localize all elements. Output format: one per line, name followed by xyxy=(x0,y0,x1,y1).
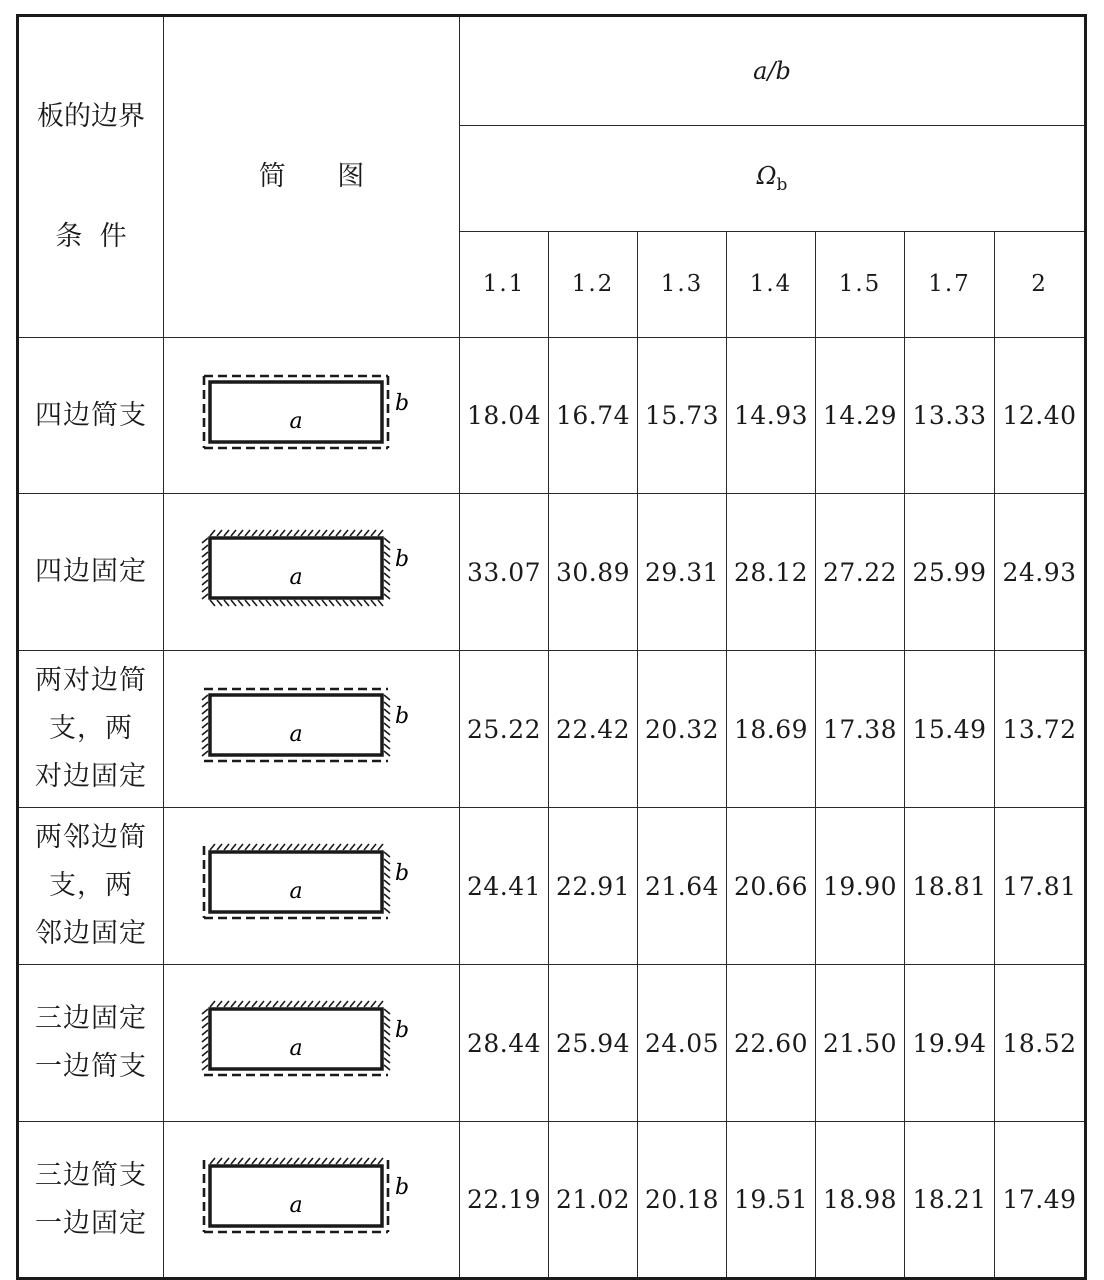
coefficient-value: 24.05 xyxy=(644,1028,720,1058)
coefficient-value: 18.04 xyxy=(466,401,542,430)
plate-diagram xyxy=(192,522,432,622)
coefficient-cell xyxy=(995,965,1086,1122)
ratio-cell xyxy=(816,231,905,337)
header-ratio xyxy=(460,16,1086,126)
coefficient-value: 28.44 xyxy=(466,1028,542,1058)
coefficient-cell xyxy=(549,1122,638,1279)
coefficient-cell xyxy=(549,494,638,651)
table-row xyxy=(18,651,1086,808)
coefficient-cell xyxy=(549,338,638,494)
plate-diagram xyxy=(192,679,432,779)
coefficient-value: 17.38 xyxy=(822,714,898,744)
fixed-support-top xyxy=(210,530,383,536)
coefficient-cell xyxy=(460,651,549,808)
condition-line: 支，两 xyxy=(49,870,133,901)
fixed-support-bottom xyxy=(210,600,383,606)
coefficient-cell xyxy=(727,338,816,494)
coefficient-value: 18.98 xyxy=(822,1185,898,1214)
coefficient-value: 13.33 xyxy=(912,401,987,430)
ratio-value: 1.5 xyxy=(838,271,882,298)
header-diagram-label: 简 图 xyxy=(258,161,365,192)
diagram-cell xyxy=(164,808,460,965)
diagram-label-b: b xyxy=(394,390,409,416)
coefficient-value: 13.72 xyxy=(1002,714,1077,744)
coefficient-value: 19.51 xyxy=(733,1185,809,1214)
condition-line: 一边固定 xyxy=(35,1207,147,1239)
coefficient-cell xyxy=(905,1122,995,1279)
condition-line: 一边简支 xyxy=(35,1051,147,1082)
fixed-support-right xyxy=(384,1009,390,1070)
coefficient-value: 14.93 xyxy=(733,401,809,430)
coefficient-value: 21.02 xyxy=(555,1185,631,1214)
coefficient-cell xyxy=(638,494,727,651)
condition-line: 三边固定 xyxy=(35,1003,147,1034)
coefficient-cell xyxy=(638,808,727,965)
table-row xyxy=(18,1122,1086,1279)
table-row xyxy=(18,808,1086,965)
diagram-cell xyxy=(164,965,460,1122)
diagram-label-b: b xyxy=(394,861,409,886)
coefficient-value: 12.40 xyxy=(1002,401,1077,430)
boundary-condition-cell xyxy=(18,338,164,494)
fixed-support-right xyxy=(384,695,390,756)
coefficient-cell xyxy=(995,494,1086,651)
ratio-value: 1.1 xyxy=(482,271,526,298)
ratio-cell xyxy=(638,231,727,337)
omega-subscript: b xyxy=(776,174,788,195)
coefficient-cell xyxy=(816,651,905,808)
coefficient-cell xyxy=(727,494,816,651)
coefficient-cell xyxy=(905,651,995,808)
header-omega xyxy=(460,125,1086,231)
fixed-support-top xyxy=(210,1158,383,1164)
fixed-support-left xyxy=(202,538,208,599)
boundary-condition-cell xyxy=(18,1122,164,1279)
coefficient-cell xyxy=(905,494,995,651)
header-omega-label xyxy=(756,161,788,195)
ratio-cell xyxy=(460,231,549,337)
coefficient-cell xyxy=(995,651,1086,808)
ratio-cell xyxy=(549,231,638,337)
condition-line: 邻边固定 xyxy=(35,918,147,949)
header-diagram xyxy=(164,16,460,338)
coefficient-cell xyxy=(549,651,638,808)
coefficient-value: 15.49 xyxy=(912,714,987,744)
coefficient-value: 25.99 xyxy=(912,557,987,587)
coefficient-value: 22.60 xyxy=(733,1028,809,1058)
boundary-condition-cell xyxy=(18,494,164,651)
header-boundary-condition xyxy=(18,16,164,338)
coefficient-value: 18.52 xyxy=(1002,1028,1077,1058)
coefficient-cell xyxy=(460,338,549,494)
coefficient-value: 16.74 xyxy=(555,401,631,430)
coefficient-cell xyxy=(995,808,1086,965)
coefficient-value: 29.31 xyxy=(644,557,720,587)
coefficient-cell xyxy=(549,965,638,1122)
coefficient-value: 19.90 xyxy=(822,871,898,901)
coefficient-value: 25.22 xyxy=(466,714,542,744)
plate-diagram xyxy=(192,993,432,1093)
coefficient-cell xyxy=(995,1122,1086,1279)
boundary-condition-cell xyxy=(18,808,164,965)
diagram-cell xyxy=(164,1122,460,1279)
ratio-value: 1.7 xyxy=(928,271,971,298)
coefficient-value: 18.69 xyxy=(733,714,809,744)
diagram-cell xyxy=(164,494,460,651)
coefficient-cell xyxy=(905,808,995,965)
coefficient-cell xyxy=(460,494,549,651)
coefficient-cell xyxy=(638,1122,727,1279)
coefficient-cell xyxy=(549,808,638,965)
fixed-support-right xyxy=(384,538,390,599)
plate-diagram xyxy=(192,366,432,466)
boundary-condition-cell xyxy=(18,651,164,808)
coefficient-value: 24.93 xyxy=(1002,557,1077,587)
ratio-value: 2 xyxy=(1031,271,1048,298)
coefficient-cell xyxy=(816,1122,905,1279)
table-row xyxy=(18,494,1086,651)
ratio-cell xyxy=(905,231,995,337)
coefficient-value: 28.12 xyxy=(733,557,809,587)
coefficient-cell xyxy=(727,965,816,1122)
coefficient-cell xyxy=(905,965,995,1122)
coefficient-value: 14.29 xyxy=(822,401,898,430)
coefficient-value: 18.81 xyxy=(912,871,987,901)
fixed-support-left xyxy=(202,1009,208,1070)
ratio-value: 1.4 xyxy=(749,271,793,298)
coefficient-value: 18.21 xyxy=(912,1185,987,1214)
condition-line: 支，两 xyxy=(49,713,133,744)
fixed-support-top xyxy=(210,1001,383,1007)
condition-line: 两邻边简 xyxy=(35,822,147,853)
coefficient-value: 15.73 xyxy=(644,401,720,430)
coefficient-cell xyxy=(727,651,816,808)
coefficient-value: 27.22 xyxy=(822,557,898,587)
coefficient-table xyxy=(16,14,1087,1280)
table-row xyxy=(18,965,1086,1122)
condition-line: 两对边简 xyxy=(35,665,147,696)
coefficient-value: 22.91 xyxy=(555,871,631,901)
coefficient-cell xyxy=(995,338,1086,494)
coefficient-cell xyxy=(816,965,905,1122)
condition-line: 对边固定 xyxy=(35,761,147,792)
diagram-label-b: b xyxy=(394,1174,409,1200)
coefficient-value: 21.50 xyxy=(822,1028,898,1058)
coefficient-cell xyxy=(905,338,995,494)
plate-diagram xyxy=(192,1150,432,1250)
coefficient-cell xyxy=(727,808,816,965)
diagram-label-a: a xyxy=(288,565,303,590)
condition-line: 四边简支 xyxy=(35,399,147,431)
omega-symbol: Ω xyxy=(756,161,777,190)
ratio-value: 1.3 xyxy=(660,271,704,298)
fixed-support-left xyxy=(202,695,208,756)
coefficient-value: 19.94 xyxy=(912,1028,987,1058)
condition-line: 四边固定 xyxy=(35,556,147,587)
coefficient-cell xyxy=(816,494,905,651)
diagram-label-b: b xyxy=(394,547,409,572)
ratio-value: 1.2 xyxy=(571,271,615,298)
boundary-condition-cell xyxy=(18,965,164,1122)
coefficient-cell xyxy=(638,965,727,1122)
diagram-label-b: b xyxy=(394,704,409,729)
coefficient-value: 33.07 xyxy=(466,557,542,587)
ratio-cell xyxy=(995,231,1086,337)
coefficient-cell xyxy=(460,1122,549,1279)
coefficient-value: 17.49 xyxy=(1002,1185,1077,1214)
diagram-cell xyxy=(164,338,460,494)
coefficient-value: 20.18 xyxy=(644,1185,720,1214)
header-ratio-label: a/b xyxy=(753,56,791,85)
coefficient-value: 17.81 xyxy=(1002,871,1077,901)
diagram-label-a: a xyxy=(288,722,303,747)
plate-diagram xyxy=(192,836,432,936)
coefficient-value: 21.64 xyxy=(644,871,720,901)
condition-line: 三边简支 xyxy=(35,1159,147,1191)
coefficient-cell xyxy=(460,808,549,965)
coefficient-value: 22.42 xyxy=(555,714,631,744)
fixed-support-right xyxy=(384,852,390,913)
coefficient-cell xyxy=(816,338,905,494)
coefficient-value: 25.94 xyxy=(555,1028,631,1058)
header-condition-line: 条 件 xyxy=(55,221,127,252)
ratio-cell xyxy=(727,231,816,337)
coefficient-cell xyxy=(460,965,549,1122)
coefficient-cell xyxy=(638,338,727,494)
coefficient-value: 22.19 xyxy=(466,1185,542,1214)
coefficient-value: 20.66 xyxy=(733,871,809,901)
coefficient-value: 20.32 xyxy=(644,714,720,744)
diagram-label-a: a xyxy=(288,1192,303,1218)
diagram-cell xyxy=(164,651,460,808)
coefficient-cell xyxy=(727,1122,816,1279)
header-condition-line: 板的边界 xyxy=(37,101,145,132)
fixed-support-top xyxy=(210,844,383,850)
coefficient-cell xyxy=(638,651,727,808)
coefficient-value: 24.41 xyxy=(466,871,542,901)
coefficient-value: 30.89 xyxy=(555,557,631,587)
diagram-label-a: a xyxy=(288,408,303,434)
table-row xyxy=(18,338,1086,494)
diagram-label-a: a xyxy=(288,1036,303,1061)
diagram-label-a: a xyxy=(288,879,303,904)
coefficient-cell xyxy=(816,808,905,965)
diagram-label-b: b xyxy=(394,1018,409,1043)
